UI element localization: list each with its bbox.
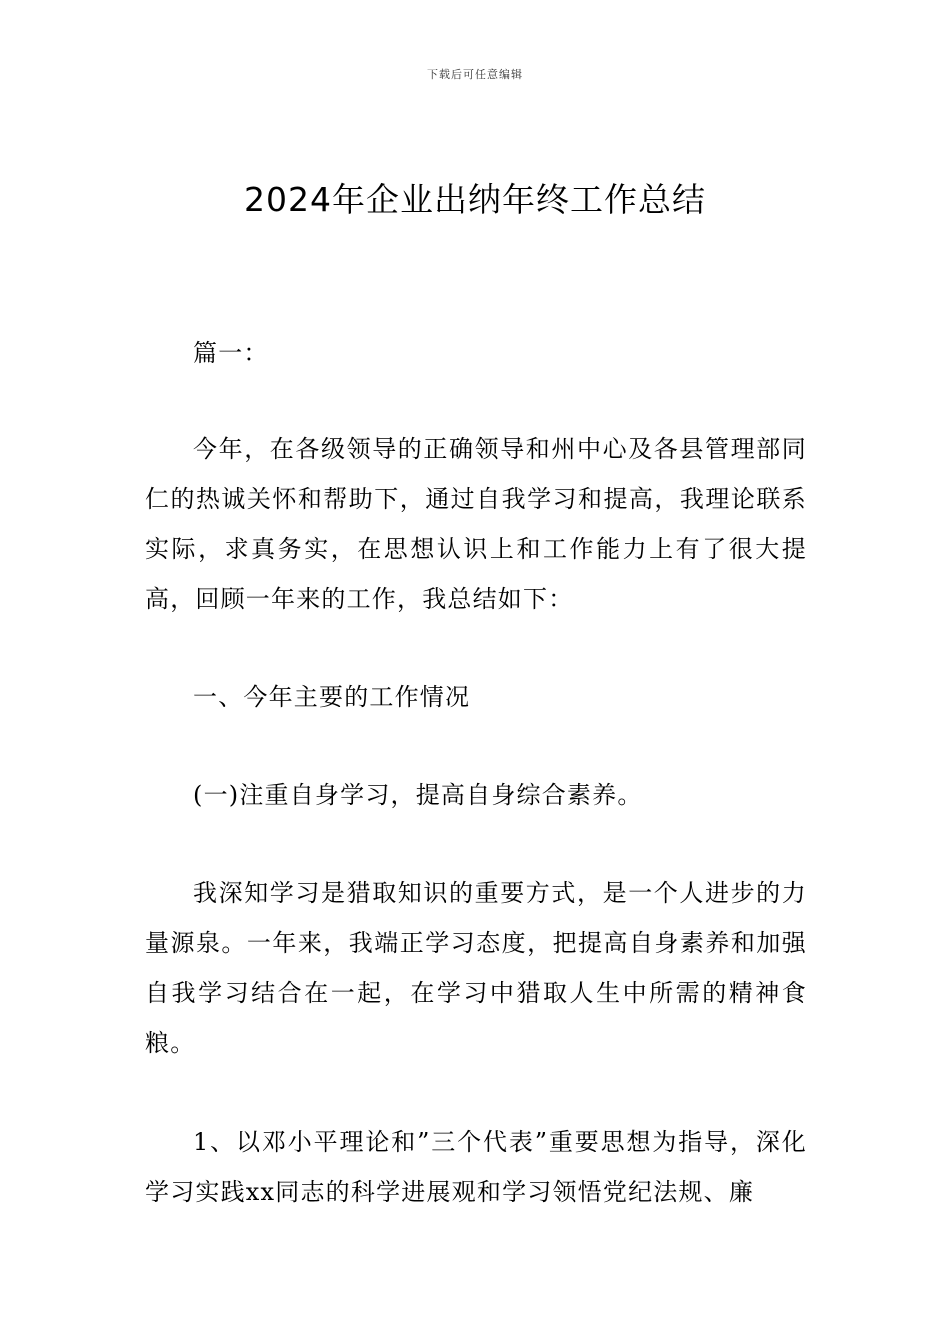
header-note: 下载后可任意编辑 (427, 68, 523, 81)
paragraph-section-label: 篇一： (193, 339, 269, 367)
paragraph-point-1: 1、以邓小平理论和”三个代表”重要思想为指导，深化学习实践xx同志的科学进展观和学习领悟党纪法规、廉 (145, 1128, 807, 1206)
document-title: 2024年企业出纳年终工作总结 (244, 180, 706, 219)
paragraph-study-body: 我深知学习是猎取知识的重要方式，是一个人进步的力量源泉。一年来，我端正学习态度，把提高自身素养和加强自我学习结合在一起，在学习中猎取人生中所需的精神食粮。 (145, 879, 807, 1057)
paragraph-intro: 今年，在各级领导的正确领导和州中心及各县管理部同仁的热诚关怀和帮助下，通过自我学习和提高，我理论联系实际，求真务实，在思想认识上和工作能力上有了很大提高，回顾一年来的工作，我总结如下： (145, 435, 807, 613)
paragraph-subheading-study: (一)注重自身学习，提高自身综合素养。 (193, 781, 643, 809)
paragraph-heading-main-work: 一、今年主要的工作情况 (193, 683, 471, 711)
